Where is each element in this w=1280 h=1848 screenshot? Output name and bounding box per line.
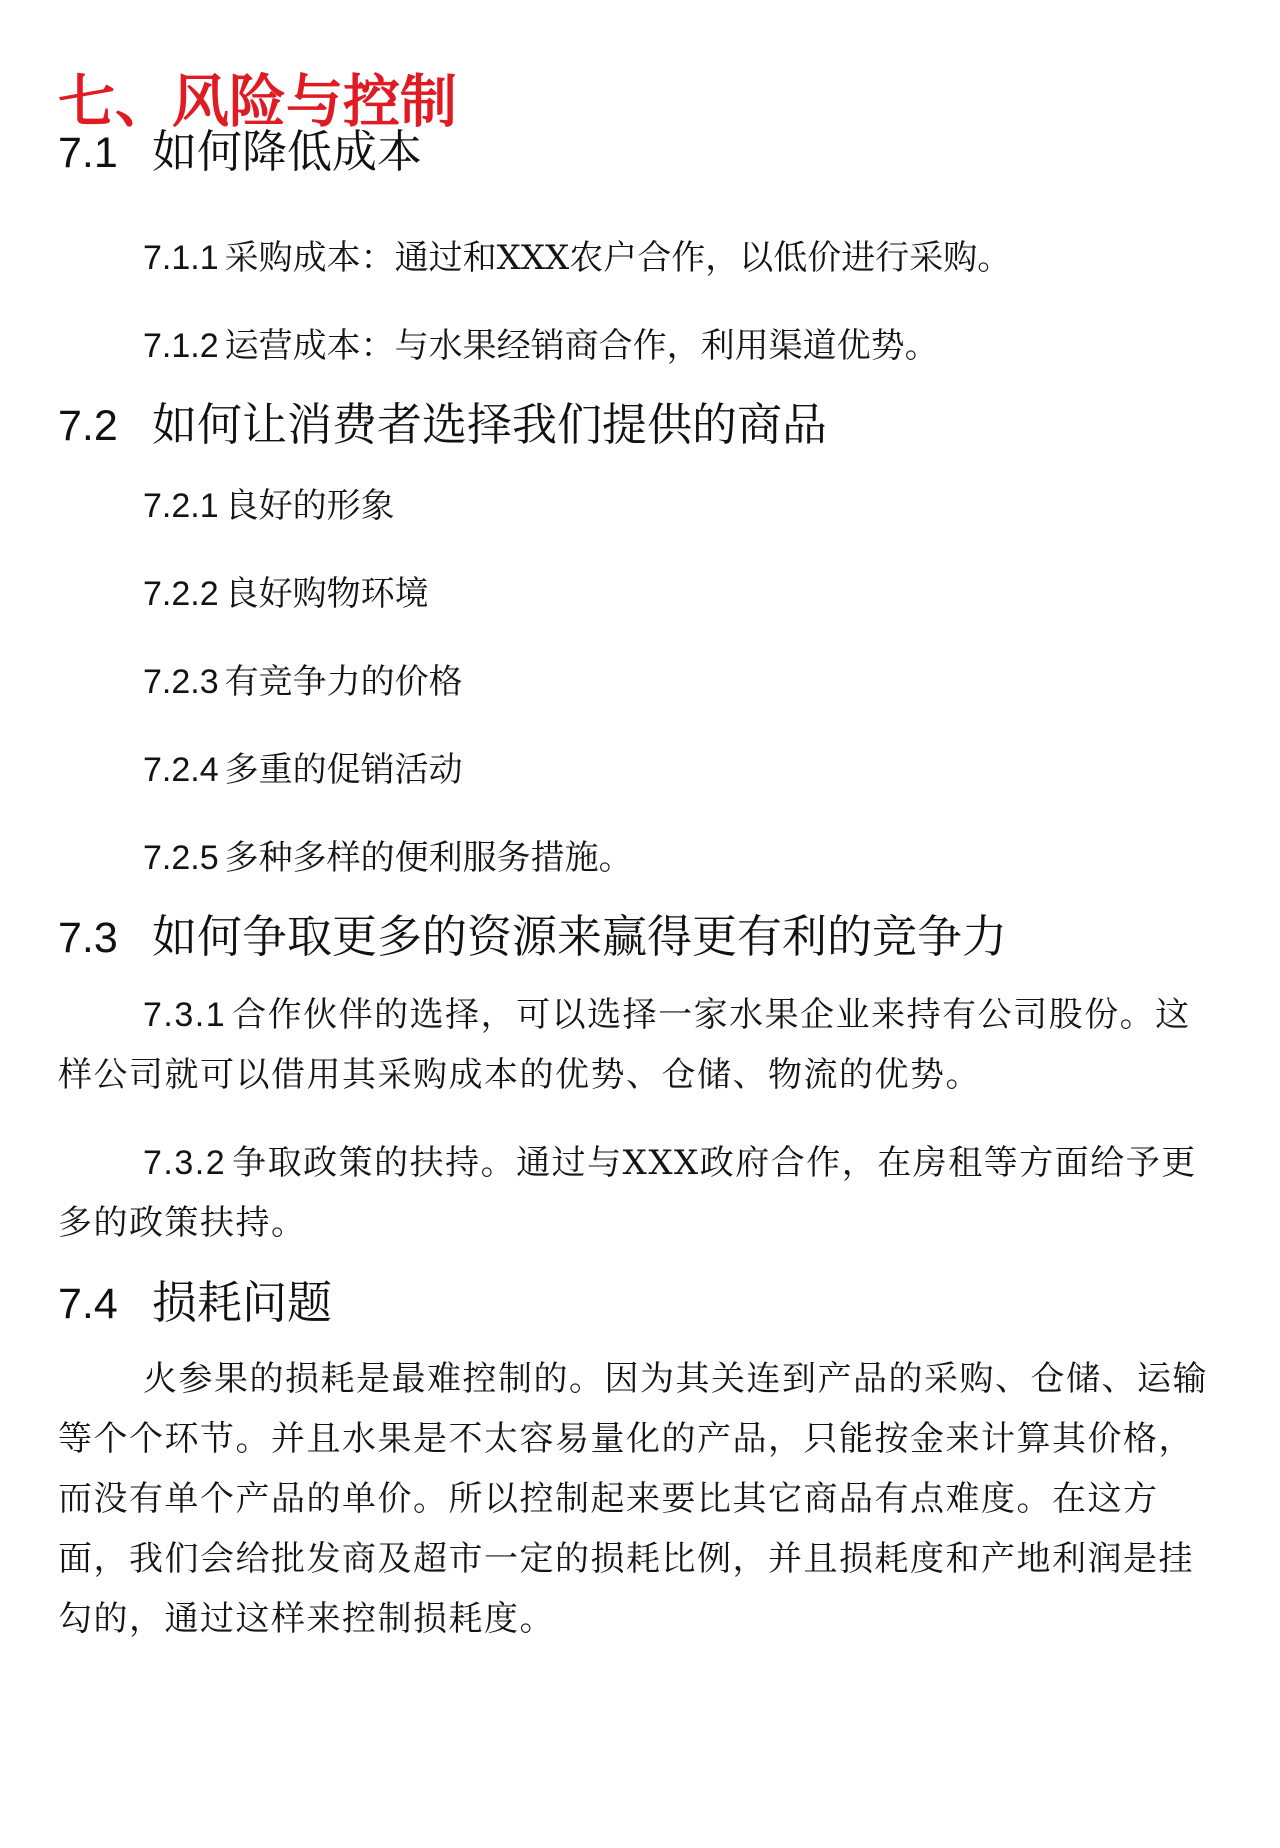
section-title: 损耗问题 <box>152 1276 333 1329</box>
section-title: 如何争取更多的资源来赢得更有利的竞争力 <box>152 910 1008 963</box>
paragraph-7-3-2 <box>58 1133 1218 1253</box>
item-text: 争取政策的扶持。通过与XXX政府合作，在房租等方面给予更多的政策扶持。 <box>58 1143 1197 1243</box>
item-text: 良好的形象 <box>224 486 395 526</box>
item-number: 7.3.1 <box>143 996 227 1034</box>
list-item-7-1-1 <box>143 236 1011 280</box>
item-number: 7.1.1 <box>143 239 219 277</box>
list-item-7-2-1 <box>143 484 395 528</box>
list-item-7-2-2 <box>143 572 429 616</box>
item-number: 7.2.1 <box>143 487 219 525</box>
list-item-7-1-2 <box>143 324 939 368</box>
paragraph-7-4: 火参果的损耗是最难控制的。因为其关连到产品的采购、仓储、运输等个个环节。并且水果是不太容易量化的产品，只能按金来计算其价格，而没有单个产品的单价。所以控制起来要比其它商品有点难度。在这方面，我们会给批发商及超市一定的损耗比例，并且损耗度和产地利润是挂勾的，通过这样来控制损耗度。 <box>58 1359 1208 1639</box>
item-text: 良好购物环境 <box>224 574 429 614</box>
item-number: 7.1.2 <box>143 327 219 365</box>
section-title: 如何降低成本 <box>152 125 423 178</box>
item-text: 合作伙伴的选择，可以选择一家水果企业来持有公司股份。这样公司就可以借用其采购成本的优势、仓储、物流的优势。 <box>58 995 1191 1095</box>
section-heading-7-3 <box>58 907 1007 968</box>
section-number: 7.1 <box>58 129 118 177</box>
section-heading-7-4 <box>58 1273 332 1334</box>
chapter-title: 七、风险与控制 <box>58 69 457 135</box>
section-number: 7.2 <box>58 402 118 450</box>
list-item-7-2-3 <box>143 660 463 704</box>
section-heading-7-2 <box>58 395 827 456</box>
section-heading-7-1 <box>58 122 422 183</box>
section-title: 如何让消费者选择我们提供的商品 <box>152 398 828 451</box>
item-text: 有竞争力的价格 <box>224 662 463 702</box>
list-item-7-2-5 <box>143 836 633 880</box>
paragraph-7-3-1 <box>58 985 1218 1105</box>
item-text: 采购成本：通过和XXX农户合作，以低价进行采购。 <box>224 238 1012 278</box>
item-number: 7.3.2 <box>143 1144 227 1182</box>
item-number: 7.2.4 <box>143 751 219 789</box>
section-number: 7.4 <box>58 1280 118 1328</box>
list-item-7-2-4 <box>143 748 463 792</box>
section-number: 7.3 <box>58 914 118 962</box>
item-text: 多重的促销活动 <box>224 750 463 790</box>
item-number: 7.2.2 <box>143 575 219 613</box>
item-number: 7.2.3 <box>143 663 219 701</box>
item-text: 运营成本：与水果经销商合作，利用渠道优势。 <box>224 326 939 366</box>
item-number: 7.2.5 <box>143 839 219 877</box>
item-text: 多种多样的便利服务措施。 <box>224 838 633 878</box>
